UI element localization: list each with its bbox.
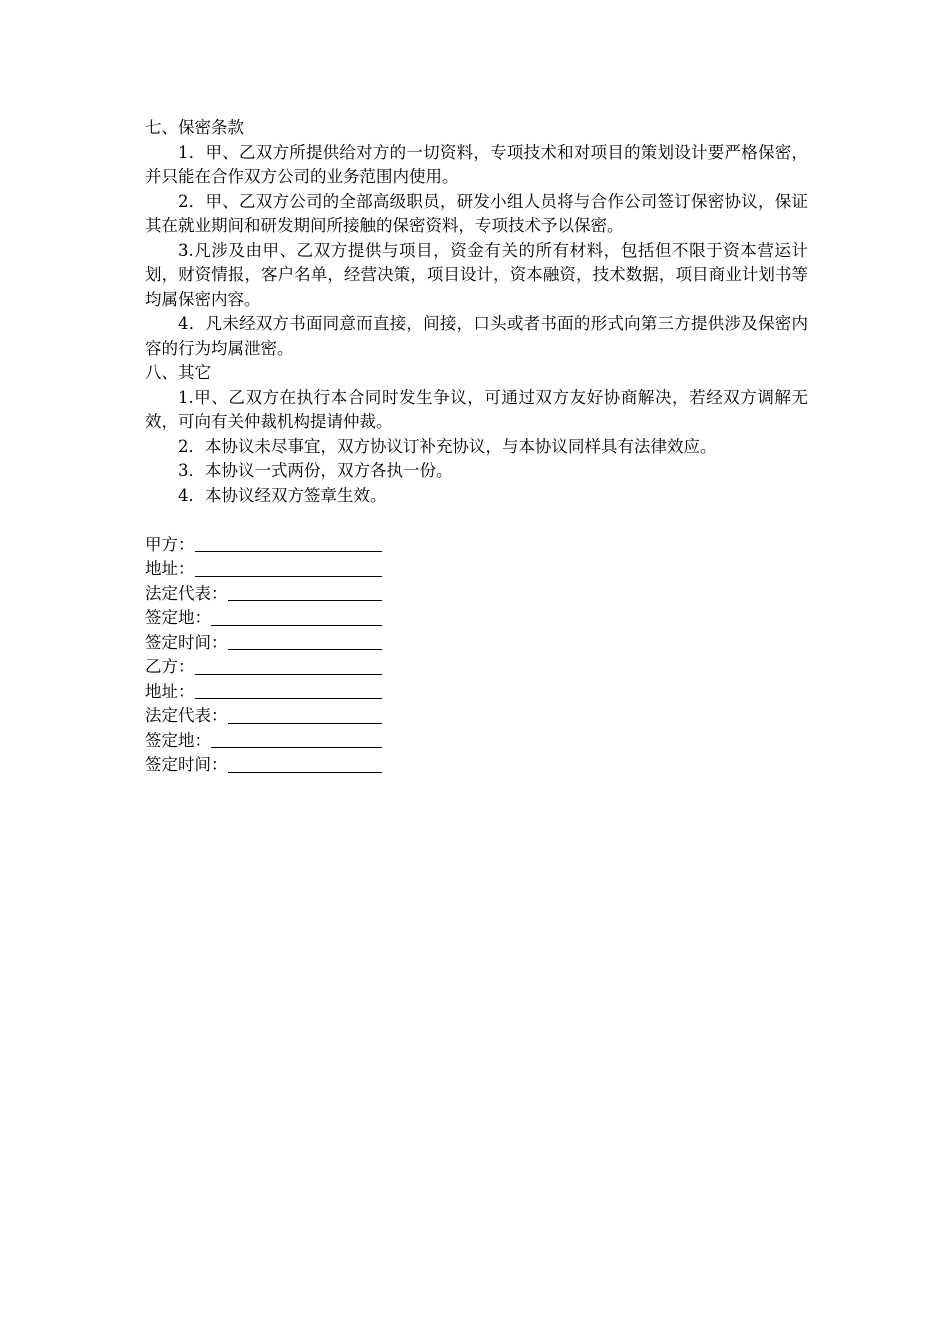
section-8-title: 八、其它 [145,363,211,382]
blank-line [145,508,808,533]
party-b-legal-rep-blank[interactable] [228,722,383,724]
party-a-place-row [145,606,382,631]
party-b-place-blank[interactable] [211,746,382,748]
party-b-time-blank[interactable] [228,771,383,773]
section-7-title: 七、保密条款 [145,118,244,137]
section-7-clause-2: 2．甲、乙双方公司的全部高级职员，研发小组人员将与合作公司签订保密协议，保证其在就业期间和研发期间所接触的保密资料，专项技术予以保密。 [145,191,808,235]
section-8-clause-3: 3．本协议一式两份，双方各执一份。 [178,461,453,480]
party-a-legal-rep-label: 法定代表： [145,583,228,603]
party-a-time-label: 签定时间： [145,632,228,652]
party-a-legal-rep-row [145,582,382,607]
party-b-place-label: 签定地： [145,730,211,750]
party-b-place-row [145,729,382,754]
section-7-clause-4: 4．凡未经双方书面同意而直接，间接，口头或者书面的形式向第三方提供涉及保密内容的行为均属泄密。 [145,314,808,358]
party-a-place-label: 签定地： [145,608,211,627]
section-7-clause-3: 3.凡涉及由甲、乙双方提供与项目，资金有关的所有材料，包括但不限于资本营运计划，财资情报，客户名单，经营决策，项目设计，资本融资，技术数据，项目商业计划书等均属保密内容。 [145,240,808,309]
party-b-legal-rep-label: 法定代表： [145,706,228,725]
party-a-name-row [145,533,382,558]
party-b-address-blank[interactable] [195,697,383,699]
party-b-legal-rep-row [145,704,382,729]
party-b-name-label: 乙方： [145,657,195,676]
party-a-address-label: 地址： [145,559,195,578]
party-b-time-label: 签定时间： [145,755,228,774]
party-b-address-row [145,680,382,705]
party-a-time-row [145,631,382,656]
party-b-time-row [145,753,382,778]
section-8-clause-1: 1.甲、乙双方在执行本合同时发生争议，可通过双方友好协商解决，若经双方调解无效，可向有关仲裁机构提请仲裁。 [145,387,808,431]
party-a-name-blank[interactable] [195,550,383,552]
party-b-name-blank[interactable] [195,673,383,675]
party-a-address-blank[interactable] [195,575,383,577]
section-8-clause-2: 2．本协议未尽事宜，双方协议订补充协议，与本协议同样具有法律效应。 [178,436,717,456]
party-a-legal-rep-blank[interactable] [228,599,383,601]
section-7-clause-1: 1．甲、乙双方所提供给对方的一切资料，专项技术和对项目的策划设计要严格保密，并只能在合作双方公司的业务范围内使用。 [145,142,808,186]
party-b-name-row [145,655,382,680]
party-a-address-row [145,557,382,582]
section-8-clause-4: 4．本协议经双方签章生效。 [178,485,387,505]
party-b-address-label: 地址： [145,681,195,701]
party-a-time-blank[interactable] [228,648,383,650]
party-a-place-blank[interactable] [211,624,382,626]
party-a-name-label: 甲方： [145,534,195,554]
document-content [145,116,808,778]
